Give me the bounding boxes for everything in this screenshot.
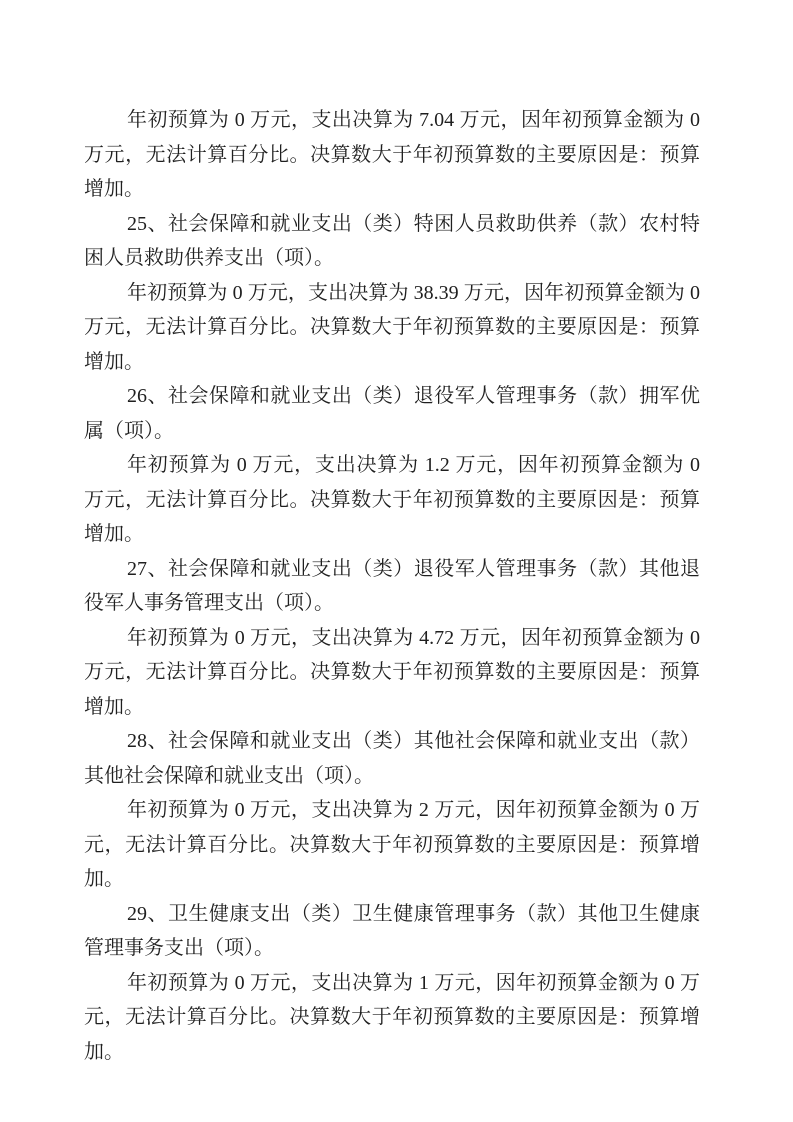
- item-heading-29: 29、卫生健康支出（类）卫生健康管理事务（款）其他卫生健康管理事务支出（项）。: [84, 902, 700, 959]
- body-paragraph-item25-detail: 年初预算为 0 万元，支出决算为 38.39 万元，因年初预算金额为 0 万元，无法计算百分比。决算数大于年初预算数的主要原因是：预算增加。: [84, 281, 700, 373]
- body-paragraph-item29-detail: 年初预算为 0 万元，支出决算为 1 万元，因年初预算金额为 0 万元，无法计算百分比。决算数大于年初预算数的主要原因是：预算增加。: [84, 971, 700, 1063]
- body-paragraph-item24-detail: 年初预算为 0 万元，支出决算为 7.04 万元，因年初预算金额为 0 万元，无法计算百分比。决算数大于年初预算数的主要原因是：预算增加。: [84, 109, 700, 200]
- item-heading-25: 25、社会保障和就业支出（类）特困人员救助供养（款）农村特困人员救助供养支出（项）。: [84, 212, 700, 269]
- item-heading-26: 26、社会保障和就业支出（类）退役军人管理事务（款）拥军优属（项）。: [84, 385, 700, 442]
- body-paragraph-item28-detail: 年初预算为 0 万元，支出决算为 2 万元，因年初预算金额为 0 万元，无法计算百分比。决算数大于年初预算数的主要原因是：预算增加。: [84, 799, 700, 890]
- body-paragraph-item26-detail: 年初预算为 0 万元，支出决算为 1.2 万元，因年初预算金额为 0 万元，无法计算百分比。决算数大于年初预算数的主要原因是：预算增加。: [84, 454, 700, 545]
- document-text-block: [84, 103, 700, 1069]
- body-paragraph-item27-detail: 年初预算为 0 万元，支出决算为 4.72 万元，因年初预算金额为 0 万元，无法计算百分比。决算数大于年初预算数的主要原因是：预算增加。: [84, 626, 700, 718]
- item-heading-28: 28、社会保障和就业支出（类）其他社会保障和就业支出（款）其他社会保障和就业支出（项）。: [84, 730, 700, 787]
- item-heading-27: 27、社会保障和就业支出（类）退役军人管理事务（款）其他退役军人事务管理支出（项）。: [84, 557, 700, 614]
